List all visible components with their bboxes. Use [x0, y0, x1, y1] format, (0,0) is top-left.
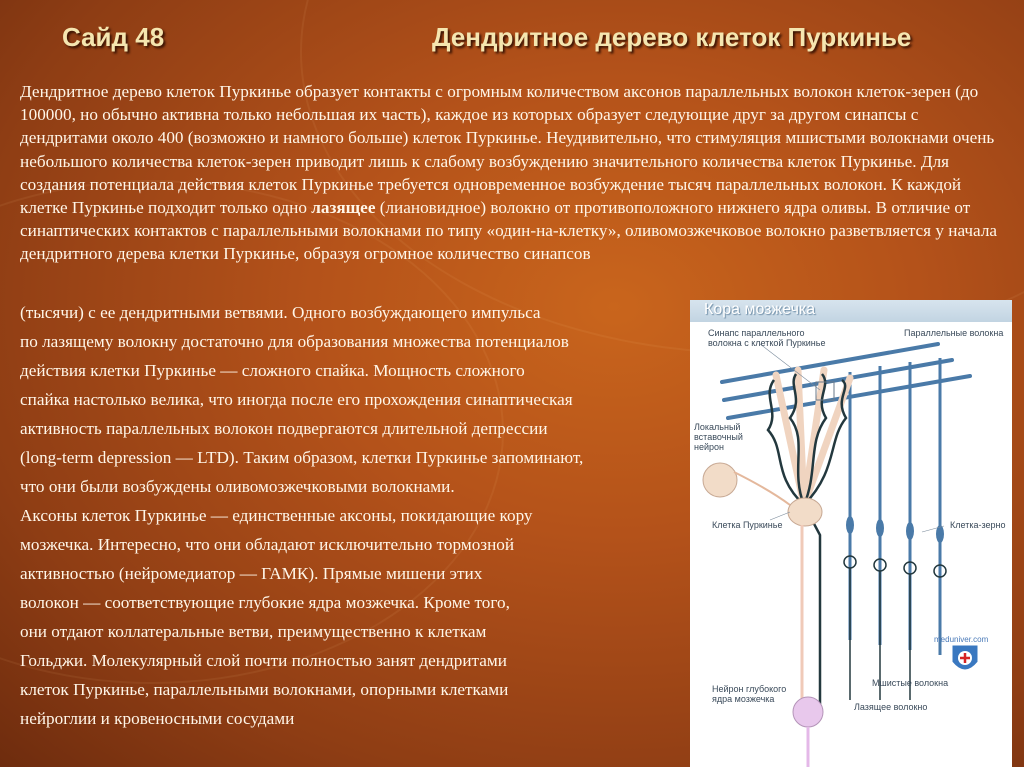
body-paragraph — [20, 80, 1005, 266]
granule-axons — [850, 358, 940, 655]
slide-number: Сайд 48 — [62, 22, 165, 52]
local-interneuron — [703, 463, 737, 497]
text-line: Аксоны клеток Пуркинье — единственные аксоны, покидающие кору — [20, 506, 533, 525]
paragraph-text: Дендритное дерево клеток Пуркинье образует контакты с огромным количеством аксонов параллельных волокон клеток-зерен (до 100000, но обычно активна только небольшая их часть), каждое из которых образует следующие друг за другом синапсы с дендритами около 400 (возможно и намного больше) клеток Пуркинье. Неудивительно, что стимуляция мшистыми волокнами очень небольшого количества клеток-зерен приводит лишь к слабому возбуждению значительного количества клеток Пуркинье. Для создания потенциала действия клеток Пуркинье требуется одновременное возбуждение тысяч параллельных волокон. К каждой клетке Пуркинье подходит только одно — [20, 82, 995, 218]
text-line: волокон — соответствующие глубокие ядра мозжечка. Кроме того, — [20, 593, 510, 612]
paragraph-continuation: (лиановидное) волокно от противоположного нижнего ядра оливы. В отличие от синаптических контактов с параллельными волокнами по типу «один-на-клетку», оливомозжечковое волокно разветвляется у начала дендритного дерева клетки Пуркинье, образуя огромное количество синапсов — [20, 198, 998, 264]
label-purkinje-cell: Клетка Пуркинье — [712, 520, 783, 530]
text-line: что они были возбуждены оливомозжечковыми волокнами. — [20, 477, 455, 496]
granule-cell — [906, 522, 914, 540]
climbing-fiber-trunk — [804, 505, 820, 720]
mossy-synapses — [844, 556, 946, 577]
slide-title: Дендритное дерево клеток Пуркинье — [432, 22, 912, 52]
narrow-text-column — [20, 298, 700, 733]
label-synapse: Синапс параллельного волокна с клеткой Пуркинье — [708, 328, 826, 348]
text-line: спайка настолько велика, что иногда после его прохождения синаптическая — [20, 390, 573, 409]
label-mossy-fibers: Мшистые волокна — [872, 678, 949, 688]
text-line: по лазящему волокну достаточно для образования множества потенциалов — [20, 332, 569, 351]
text-line: (long-term depression — LTD). Таким образом, клетки Пуркинье запоминают, — [20, 448, 584, 467]
label-local-interneuron: Локальный вставочный нейрон — [694, 422, 743, 452]
label-deep-nucleus: Нейрон глубокого ядра мозжечка — [712, 684, 787, 704]
text-line: клеток Пуркинье, параллельными волокнами, опорными клетками — [20, 680, 509, 699]
text-line: действия клетки Пуркинье — сложного спайка. Мощность сложного — [20, 361, 525, 380]
interneuron-axon — [734, 472, 790, 505]
deep-nucleus-neuron — [793, 697, 823, 727]
granule-cells — [846, 516, 944, 543]
bold-term: лазящее — [311, 198, 376, 218]
leader-line — [770, 512, 790, 520]
text-line: они отдают коллатеральные ветви, преимущественно к клеткам — [20, 622, 487, 641]
text-line: (тысячи) с ее дендритными ветвями. Одного возбуждающего импульса — [20, 303, 541, 322]
figure-title: Кора мозжечка — [704, 301, 816, 318]
parallel-fiber — [724, 360, 952, 400]
purkinje-soma — [788, 498, 822, 526]
text-line: активностью (нейромедиатор — ГАМК). Прямые мишени этих — [20, 564, 483, 583]
slide-header — [0, 18, 1024, 58]
cerebellar-cortex-figure — [690, 300, 1012, 767]
text-line: активность параллельных волокон подвергаются длительной депрессии — [20, 419, 548, 438]
text-line: Гольджи. Молекулярный слой почти полностью занят дендритами — [20, 651, 507, 670]
granule-cell — [846, 516, 854, 534]
granule-cell — [876, 519, 884, 537]
label-climbing-fiber: Лазящее волокно — [854, 702, 928, 712]
text-line: нейроглии и кровеносными сосудами — [20, 709, 295, 728]
text-line: мозжечка. Интересно, что они обладают исключительно тормозной — [20, 535, 515, 554]
site-watermark: meduniver.com — [934, 635, 989, 644]
label-parallel-fibers: Параллельные волокна — [904, 328, 1004, 338]
label-granule-cell: Клетка-зерно — [950, 520, 1006, 530]
parallel-fiber — [722, 344, 938, 382]
